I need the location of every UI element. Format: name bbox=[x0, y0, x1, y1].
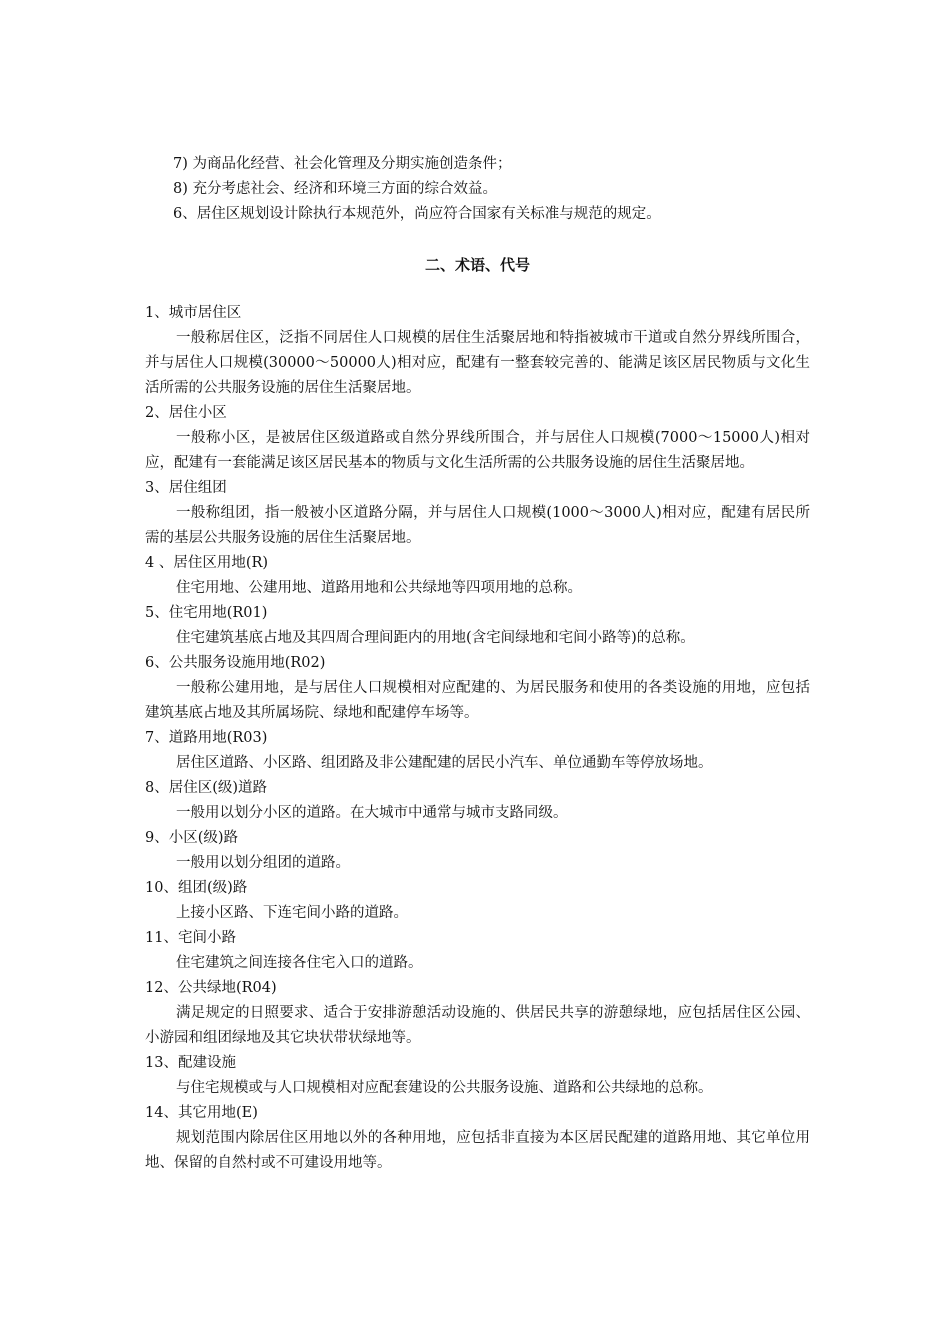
term-definition-3: 一般称组团，指一般被小区道路分隔，并与居住人口规模(1000～3000人)相对应，配建有居民所需的基层公共服务设施的居住生活聚居地。 bbox=[145, 505, 810, 546]
term-definition-4: 住宅用地、公建用地、道路用地和公共绿地等四项用地的总称。 bbox=[176, 580, 582, 596]
term-title-6: 6、公共服务设施用地(R02) bbox=[145, 655, 326, 671]
intro-clause-6: 6、居住区规划设计除执行本规范外，尚应符合国家有关标准与规范的规定。 bbox=[173, 206, 661, 222]
term-title-2: 2、居住小区 bbox=[145, 405, 227, 421]
term-title-5: 5、住宅用地(R01) bbox=[145, 605, 268, 621]
terms-list bbox=[145, 301, 810, 1176]
term-definition-14: 规划范围内除居住区用地以外的各种用地，应包括非直接为本区居民配建的道路用地、其它单位用地、保留的自然村或不可建设用地等。 bbox=[145, 1130, 810, 1171]
term-definition-2: 一般称小区，是被居住区级道路或自然分界线所围合，并与居住人口规模(7000～15000人)相对应，配建有一套能满足该区居民基本的物质与文化生活所需的公共服务设施的居住生活聚居地。 bbox=[145, 430, 810, 471]
term-definition-8: 一般用以划分小区的道路。在大城市中通常与城市支路同级。 bbox=[176, 805, 568, 821]
intro-item-7: 7) 为商品化经营、社会化管理及分期实施创造条件； bbox=[173, 156, 512, 172]
term-definition-11: 住宅建筑之间连接各住宅入口的道路。 bbox=[176, 955, 423, 971]
term-title-14: 14、其它用地(E) bbox=[145, 1105, 258, 1121]
term-definition-7: 居住区道路、小区路、组团路及非公建配建的居民小汽车、单位通勤车等停放场地。 bbox=[176, 755, 713, 771]
term-title-4: 4 、居住区用地(R) bbox=[145, 555, 269, 571]
intro-item-8: 8) 充分考虑社会、经济和环境三方面的综合效益。 bbox=[173, 181, 497, 197]
term-definition-6: 一般称公建用地，是与居住人口规模相对应配建的、为居民服务和使用的各类设施的用地，应包括建筑基底占地及其所属场院、绿地和配建停车场等。 bbox=[145, 680, 810, 721]
term-title-1: 1、城市居住区 bbox=[145, 305, 242, 321]
term-title-10: 10、组团(级)路 bbox=[145, 880, 248, 896]
term-title-12: 12、公共绿地(R04) bbox=[145, 980, 277, 996]
term-title-9: 9、小区(级)路 bbox=[145, 830, 239, 846]
term-title-8: 8、居住区(级)道路 bbox=[145, 780, 268, 796]
section-heading: 二、术语、代号 bbox=[424, 256, 530, 274]
term-definition-5: 住宅建筑基底占地及其四周合理间距内的用地(含宅间绿地和宅间小路等)的总称。 bbox=[176, 630, 695, 646]
term-definition-9: 一般用以划分组团的道路。 bbox=[176, 855, 350, 871]
document-body bbox=[145, 152, 810, 1176]
term-title-7: 7、道路用地(R03) bbox=[145, 730, 268, 746]
term-definition-1: 一般称居住区，泛指不同居住人口规模的居住生活聚居地和特指被城市干道或自然分界线所围合，并与居住人口规模(30000～50000人)相对应，配建有一整套较完善的、能满足该区居民物质与文化生活所需的公共服务设施的居住生活聚居地。 bbox=[145, 330, 810, 396]
term-title-3: 3、居住组团 bbox=[145, 480, 227, 496]
term-title-13: 13、配建设施 bbox=[145, 1055, 236, 1071]
term-definition-12: 满足规定的日照要求、适合于安排游憩活动设施的、供居民共享的游憩绿地，应包括居住区公园、小游园和组团绿地及其它块状带状绿地等。 bbox=[145, 1005, 810, 1046]
term-definition-10: 上接小区路、下连宅间小路的道路。 bbox=[176, 905, 408, 921]
term-title-11: 11、宅间小路 bbox=[145, 930, 236, 946]
term-definition-13: 与住宅规模或与人口规模相对应配套建设的公共服务设施、道路和公共绿地的总称。 bbox=[176, 1080, 713, 1096]
